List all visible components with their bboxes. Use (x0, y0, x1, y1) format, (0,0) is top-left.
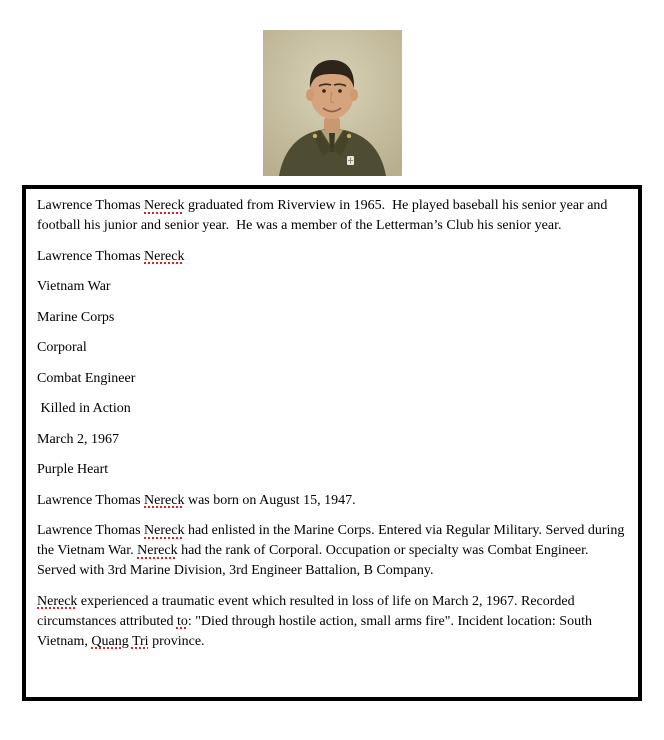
paragraph (37, 369, 627, 389)
text-run: Lawrence Thomas (37, 523, 145, 538)
paragraph (37, 247, 627, 267)
portrait-photo-image (263, 30, 402, 176)
portrait-photo (263, 30, 402, 176)
misspelled-word: Quang Tri (91, 633, 149, 649)
paragraph (37, 308, 627, 328)
text-run: Lawrence Thomas (37, 198, 145, 213)
misspelled-word: Nereck (137, 543, 178, 558)
text-run: graduated from Riverview in 1965. He played baseball his senior year and football his junior and senior year. He was a member of the Letterman’s Club his senior year. (37, 198, 611, 233)
paragraph (37, 430, 627, 450)
misspelled-word: Nereck (144, 198, 185, 213)
text-run: province. (148, 633, 205, 649)
collar-emblem-left (312, 134, 316, 138)
text-run: had enlisted in the Marine Corps. Entered via Regular Military. Served during the Vietnam War. (37, 523, 628, 558)
text-run: was born on August 15, 1947. (184, 492, 356, 508)
text-run: experienced a traumatic event which resulted in loss of life on March 2, 1967. Recorded circumstances attributed (37, 593, 579, 629)
text-run: Marine Corps (37, 309, 115, 325)
misspelled-word: Nereck (144, 248, 185, 264)
text-run: had the rank of Corporal. Occupation or specialty was Combat Engineer. Served with 3rd Marine Division, 3rd Engineer Battalion, B Company. (37, 543, 593, 578)
text-run: Lawrence Thomas (37, 492, 145, 508)
ear-left (306, 89, 314, 101)
paragraph (37, 399, 627, 419)
paragraph (37, 521, 627, 581)
misspelled-word: Nereck (37, 593, 78, 609)
text-run: : "Died through hostile action, small arms fire". Incident location: South Vietnam, (37, 613, 596, 649)
misspelled-word: Nereck (144, 523, 185, 538)
eye-left (322, 89, 326, 93)
paragraph (37, 277, 627, 297)
eye-right (338, 89, 342, 93)
text-run: Corporal (37, 340, 87, 355)
text-run: Vietnam War (37, 279, 111, 294)
info-panel (22, 185, 642, 701)
text-run: Killed in Action (37, 401, 131, 416)
text-run: March 2, 1967 (37, 431, 120, 447)
paragraph (37, 338, 627, 358)
text-run: Lawrence Thomas (37, 248, 145, 264)
misspelled-word: Nereck (144, 492, 185, 508)
paragraph (37, 592, 627, 652)
misspelled-word: to (176, 613, 188, 629)
paragraph (37, 491, 627, 511)
text-run: Purple Heart (37, 462, 109, 477)
paragraph (37, 196, 627, 236)
ear-right (350, 89, 358, 101)
collar-emblem-right (346, 134, 350, 138)
paragraph (37, 460, 627, 480)
text-run: Combat Engineer (37, 370, 136, 386)
